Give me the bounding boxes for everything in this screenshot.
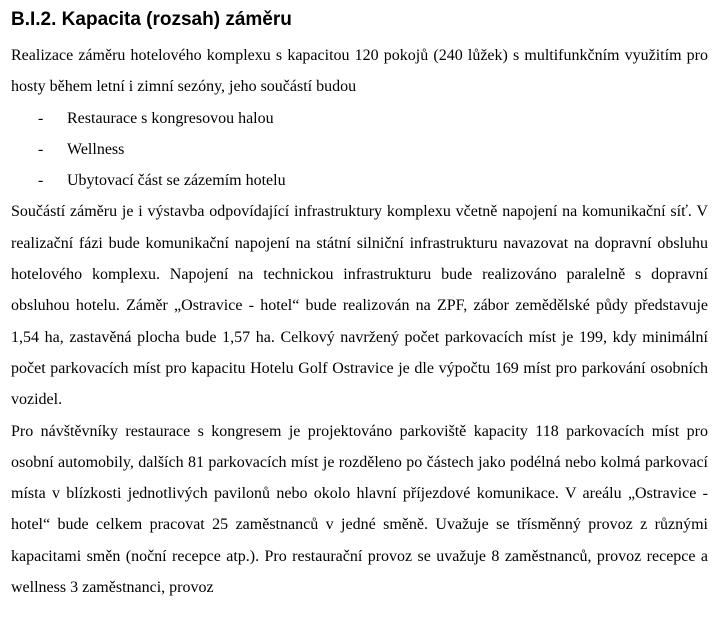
intro-paragraph: Realizace záměru hotelového komplexu s kapacitou 120 pokojů (240 lůžek) s multifunkčním využitím pro hosty během letní i zimní sezóny, jeho součástí budou <box>11 47 708 96</box>
list-item-text: Restaurace s kongresovou halou <box>67 109 274 127</box>
list-item <box>11 165 708 196</box>
bullet-dash: - <box>38 172 44 190</box>
list-item <box>11 134 708 165</box>
list-item-text: Wellness <box>67 140 125 158</box>
bullet-dash: - <box>38 140 44 158</box>
document-page <box>11 6 708 603</box>
list-item-text: Ubytovací část se zázemím hotelu <box>67 172 286 190</box>
bullet-dash: - <box>38 109 44 127</box>
section-heading: B.I.2. Kapacita (rozsah) záměru <box>11 9 292 30</box>
infrastructure-paragraph: Součástí záměru je i výstavba odpovídající infrastruktury komplexu včetně napojení na komunikační síť. V realizační fázi bude komunikační napojení na státní silniční infrastrukturu navazovat na dopravní obsluhu hotelového komplexu. Napojení na technickou infrastrukturu bude realizováno paralelně s dopravní obsluhou hotelu. Záměr „Ostravice - hotel“ bude realizován na ZPF, zábor zemědělské půdy představuje 1,54 ha, zastavěná plocha bude 1,57 ha. Celkový navržený počet parkovacích míst je 199, kdy minimální počet parkovacích míst pro kapacitu Hotelu Golf Ostravice je dle výpočtu 169 míst pro parkování osobních vozidel. <box>11 203 708 409</box>
parking-staff-paragraph: Pro návštěvníky restaurace s kongresem je projektováno parkoviště kapacity 118 parkovacích míst pro osobní automobily, dalších 81 parkovacích míst je rozděleno po částech jako podélná nebo kolmá parkovací místa v blízkosti jednotlivých pavilonů nebo okolo hlavní příjezdové komunikace. V areálu „Ostravice - hotel“ bude celkem pracovat 25 zaměstnanců v jedné směně. Uvažuje se třísměnný provoz z různými kapacitami směn (noční recepce atp.). Pro restaurační provoz se uvažuje 8 zaměstnanců, provoz recepce a wellness 3 zaměstnanci, provoz <box>11 422 708 597</box>
list-item <box>11 103 708 134</box>
component-list <box>11 103 708 197</box>
